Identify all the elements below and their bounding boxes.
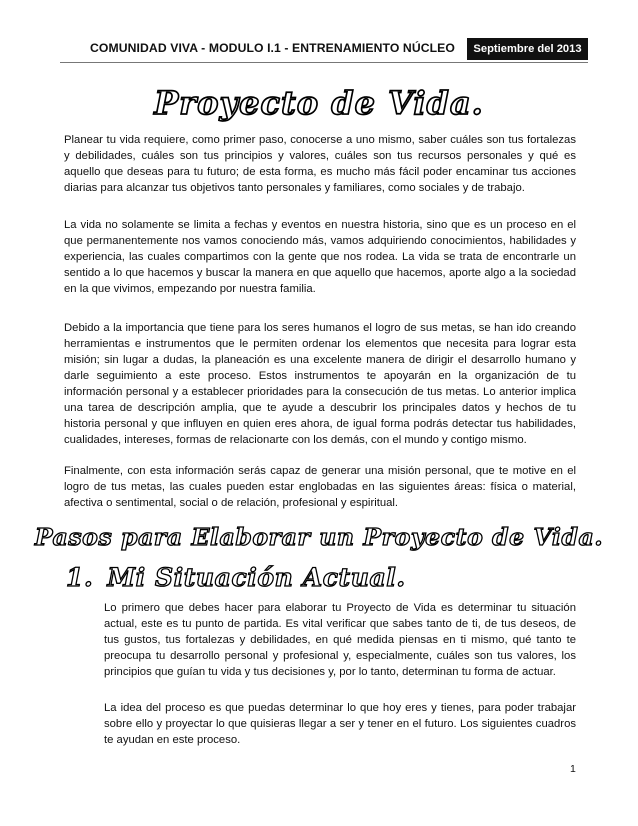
date-badge: Septiembre del 2013 [467,38,588,60]
intro-paragraph-1: Planear tu vida requiere, como primer paso, conocerse a uno mismo, saber cuáles son tus fortalezas y debilidades, cuáles son tus principios y valores, cuáles son tus recursos personales y qué es aquello que deseas para tu futuro; de esta forma, es mucho más fácil poder encaminar tus acciones diarias para alcanzar tus objetivos tanto personales y familiares, como sociales y de trabajo. [64,134,576,194]
step-paragraph-1: Lo primero que debes hacer para elaborar tu Proyecto de Vida es determinar tu situación actual, este es tu punto de partida. Es vital verificar que sabes tanto de ti, de tus deseos, de tus gustos, tus fortalezas y debilidades, en qué medida piensas en ti mismo, qué tanto te preocupa tu desarrollo personal y profesional y, especialmente, cuáles son tus valores, los principios que guían tu vida y tus decisiones y, por lo tanto, determinan tu forma de actuar. [104,602,576,678]
document-title: Proyecto de Vida. [154,84,484,122]
step-paragraph-2: La idea del proceso es que puedas determinar lo que hoy eres y tienes, para poder trabajar sobre ello y proyectar lo que quisieras llegar a ser y tener en el futuro. Los siguientes cuadros te ayudan en este proceso. [104,702,576,746]
section-title: Pasos para Elaborar un Proyecto de Vida. [34,523,604,551]
step-heading [66,563,406,592]
header-title: COMUNIDAD VIVA - MODULO I.1 - ENTRENAMIENTO NÚCLEO [90,41,455,55]
page-number: 1 [570,763,576,775]
page-header [60,38,588,63]
intro-paragraph-2: La vida no solamente se limita a fechas y eventos en nuestra historia, sino que es un proceso en el que permanentemente nos vamos conociendo más, vamos adquiriendo conocimientos, habilidades y experiencia, las cuales compartimos con la gente que nos rodea. La vida se trata de encontrarle un sentido a lo que hacemos y buscar la manera en que aquello que hacemos, aporte algo a la sociedad en la que vivimos, empezando por nuestra familia. [64,219,576,295]
intro-paragraph-4: Finalmente, con esta información serás capaz de generar una misión personal, que te motive en el logro de tus metas, las cuales pueden estar englobadas en las siguientes áreas: física o material, afectiva o sentimental, social o de relación, profesional y espiritual. [64,465,576,509]
intro-paragraph-3: Debido a la importancia que tiene para los seres humanos el logro de sus metas, se han ido creando herramientas e instrumentos que le permiten ordenar los elementos que necesita para lograr esta misión; sin lugar a dudas, la planeación es una excelente manera de dirigir el desarrollo humano y darle seguimiento a este proceso. Estos instrumentos te apoyarán en la organización de tu información personal y a establecer prioridades para la consecución de tus metas. Lo anterior implica una tarea de descripción amplia, que te ayude a descubrir los principales datos y hechos de tu historia personal y que influyen en quien eres ahora, de igual forma podrás detectar tus habilidades, cualidades, intereses, formas de relacionarte con los demás, con el mundo y contigo mismo. [64,322,576,446]
step-title: Mi Situación Actual. [107,563,406,592]
step-number: 1. [66,563,94,592]
